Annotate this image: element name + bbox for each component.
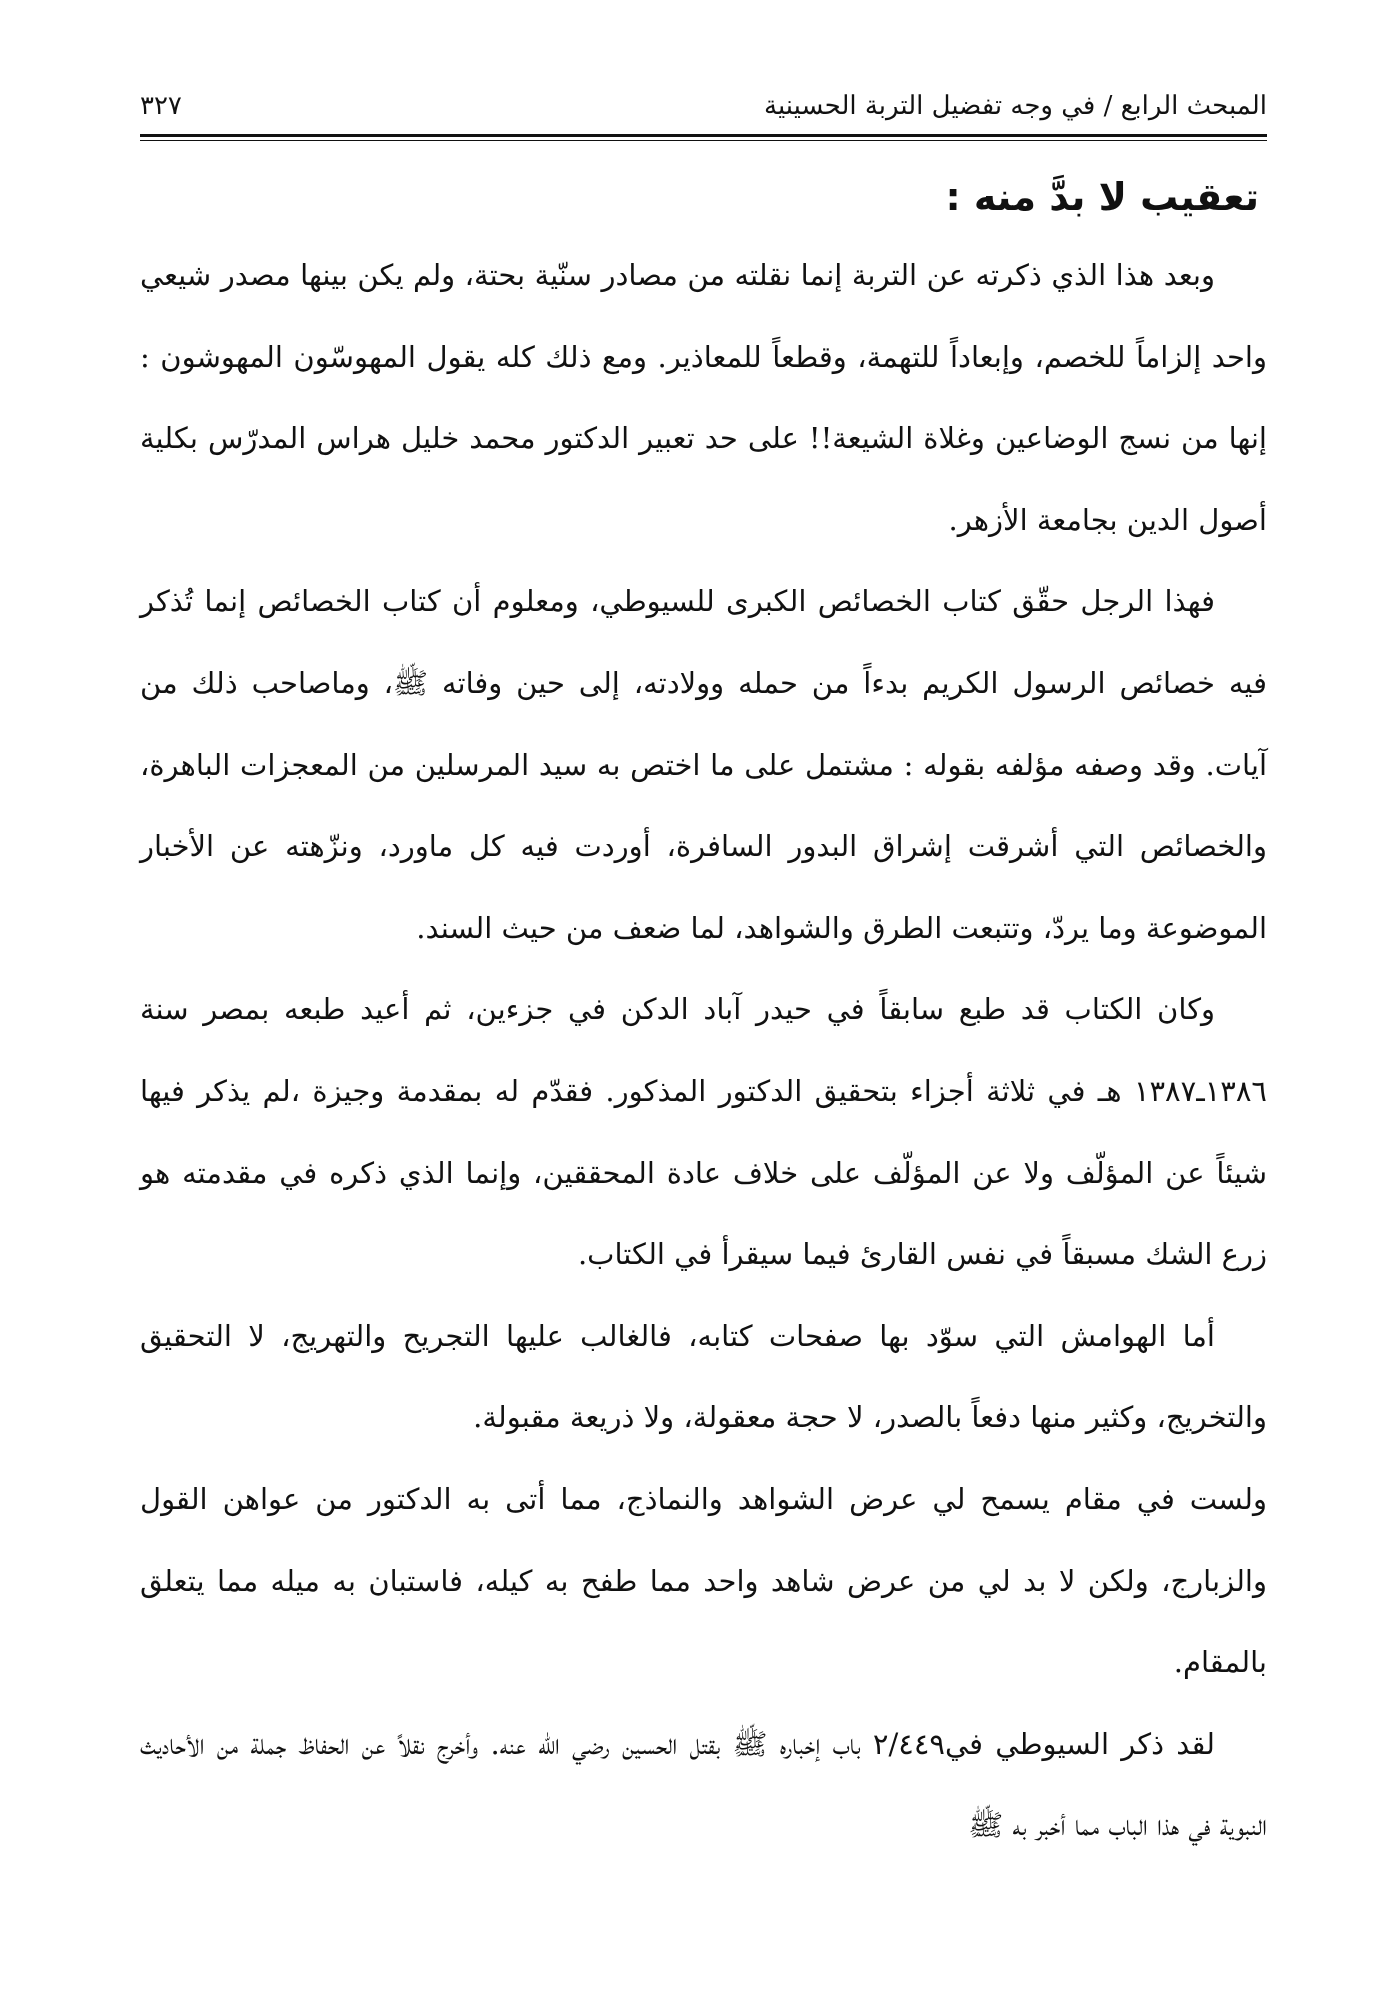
- running-header-title: المبحث الرابع / في وجه تفضيل التربة الحسينية: [764, 91, 1267, 121]
- paragraph: ولست في مقام يسمح لي عرض الشواهد والنماذج، مما أتى به الدكتور من عواهن القول والزبارج، ولكن لا بد لي من عرض شاهد واحد مما طفح به كيله، فاستبان به ميله مما يتعلق بالمقام.: [140, 1481, 1267, 1680]
- paragraph: لقد ذكر السيوطي في٢/٤٤٩ باب إخباره ﷺ بقتل الحسين رضي الله عنه. وأخرج نقلاً عن الحفاظ جملة من الأحاديث النبوية في هذا الباب مما أخبر به ﷺ: [140, 1726, 1267, 1843]
- body-text: [140, 235, 1267, 1867]
- header-rule-thick: [140, 134, 1267, 137]
- paragraph: أما الهوامش التي سوّد بها صفحات كتابه، فالغالب عليها التجريح والتهريج، لا التحقيق والتخريج، وكثير منها دفعاً بالصدر، لا حجة معقولة، ولا ذريعة مقبولة.: [140, 1318, 1267, 1435]
- section-heading: تعقيب لا بدَّ منه :: [945, 175, 1259, 219]
- running-header: [140, 82, 1267, 126]
- header-rule-thin: [140, 140, 1267, 141]
- paragraph: فهذا الرجل حقّق كتاب الخصائص الكبرى للسيوطي، ومعلوم أن كتاب الخصائص إنما تُذكر فيه خصائص الرسول الكريم بدءاً من حمله وولادته، إلى حين وفاته ﷺ، وماصاحب ذلك من آيات. وقد وصفه مؤلفه بقوله : مشتمل على ما اختص به سيد المرسلين من المعجزات الباهرة، والخصائص التي أشرقت إشراق البدور السافرة، أوردت فيه كل ماورد، ونزّهته عن الأخبار الموضوعة وما يردّ، وتتبعت الطرق والشواهد، لما ضعف من حيث السند.: [140, 584, 1267, 945]
- paragraph: وبعد هذا الذي ذكرته عن التربة إنما نقلته من مصادر سنّية بحتة، ولم يكن بينها مصدر شيعي واحد إلزاماً للخصم، وإبعاداً للتهمة، وقطعاً للمعاذير. ومع ذلك كله يقول المهوسّون المهوشون : إنها من نسج الوضاعين وغلاة الشيعة!! على حد تعبير الدكتور محمد خليل هراس المدرّس بكلية أصول الدين بجامعة الأزهر.: [140, 258, 1267, 537]
- book-page: [140, 82, 1267, 1867]
- paragraph: وكان الكتاب قد طبع سابقاً في حيدر آباد الدكن في جزءين، ثم أعيد طبعه بمصر سنة ١٣٨٦ـ١٣٨٧ هـ في ثلاثة أجزاء بتحقيق الدكتور المذكور. فقدّم له بمقدمة وجيزة ،لم يذكر فيها شيئاً عن المؤلّف ولا عن المؤلّف على خلاف عادة المحققين، وإنما الذي ذكره في مقدمته هو زرع الشك مسبقاً في نفس القارئ فيما سيقرأ في الكتاب.: [140, 992, 1267, 1272]
- page-number: ٣٢٧: [140, 91, 182, 121]
